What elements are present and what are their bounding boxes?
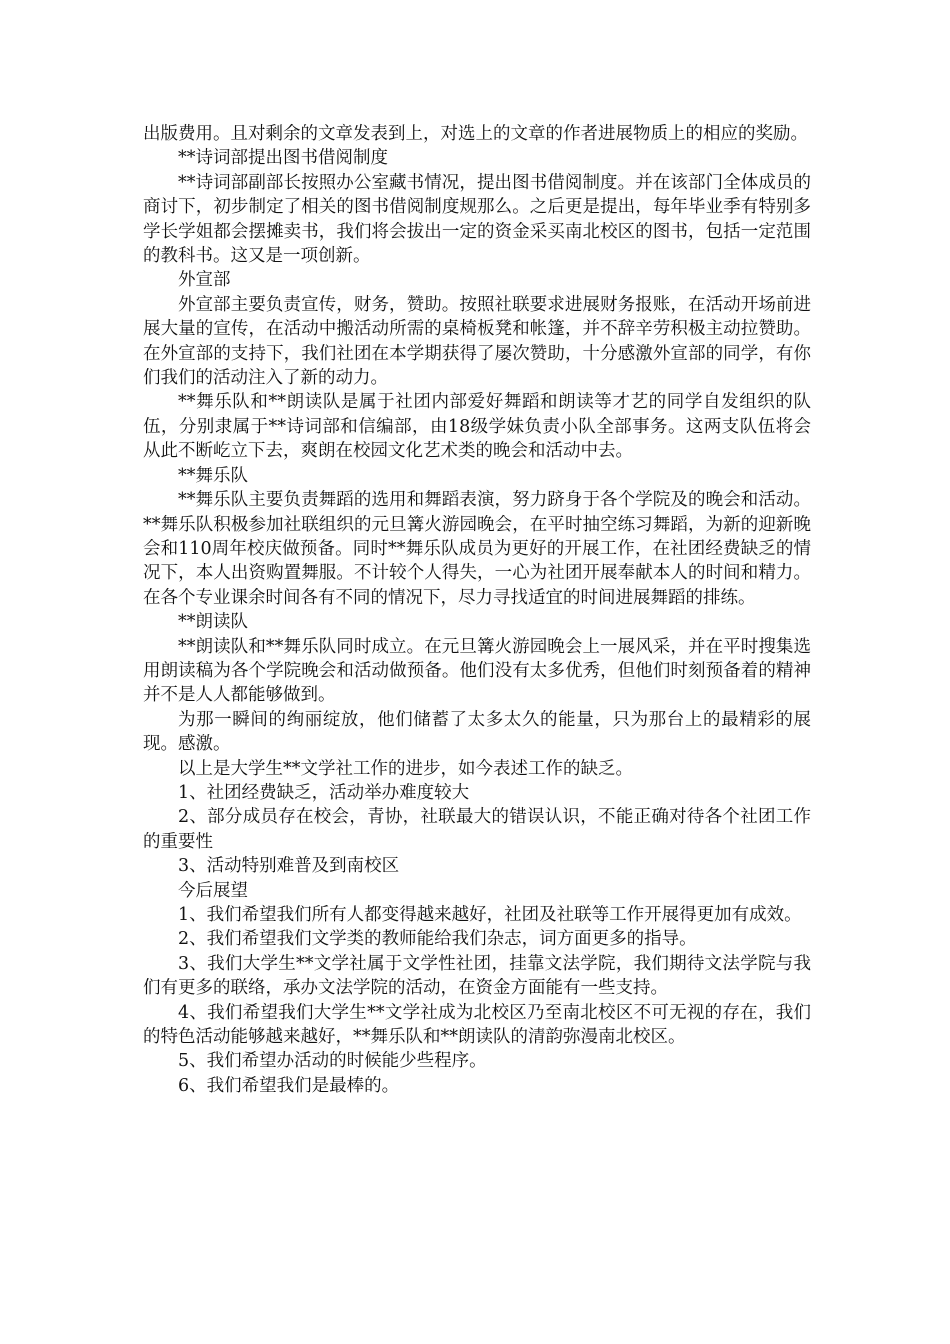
section-heading: 今后展望	[178, 880, 248, 901]
list-item: 1、社团经费缺乏，活动举办难度较大	[178, 782, 470, 803]
paragraph: **舞乐队主要负责舞蹈的选用和舞蹈表演，努力跻身于各个学院及的晚会和活动。**舞乐队积极参加社联组织的元旦篝火游园晚会，在平时抽空练习舞蹈，为新的迎新晚会和110周年校庆做预备。同时**舞乐队成员为更好的开展工作，在社团经费缺乏的情况下，本人出资购置舞服。不计较个人得失，一心为社团开展奉献本人的时间和精力。在各个专业课余时间各有不同的情况下，尽力寻找适宜的时间进展舞蹈的排练。	[143, 490, 811, 608]
paragraph: **朗读队和**舞乐队同时成立。在元旦篝火游园晚会上一展风采，并在平时搜集选用朗读稿为各个学院晚会和活动做预备。他们没有太多优秀，但他们时刻预备着的精神并不是人人都能够做到。	[143, 636, 811, 706]
list-item: 2、部分成员存在校会，青协，社联最大的错误认识，不能正确对待各个社团工作的重要性	[143, 807, 811, 852]
list-item: 1、我们希望我们所有人都变得越来越好，社团及社联等工作开展得更加有成效。	[178, 905, 802, 925]
list-item: 6、我们希望我们是最棒的。	[178, 1075, 400, 1096]
section-heading: **舞乐队	[178, 465, 248, 486]
section-heading: **朗读队	[178, 612, 248, 633]
section-heading: **诗词部提出图书借阅制度	[178, 148, 388, 169]
paragraph: 为那一瞬间的绚丽绽放，他们储蓄了太多太久的能量，只为那台上的最精彩的展现。感激。	[143, 709, 811, 755]
list-item: 5、我们希望办活动的时候能少些程序。	[178, 1051, 487, 1072]
list-item: 2、我们希望我们文学类的教师能给我们杂志，词方面更多的指导。	[178, 929, 697, 950]
paragraph: **舞乐队和**朗读队是属于社团内部爱好舞蹈和朗读等才艺的同学自发组织的队伍，分别隶属于**诗词部和信编部，由18级学妹负责小队全部事务。这两支队伍将会从此不断屹立下去，爽朗在校园文化艺术类的晚会和活动中去。	[143, 392, 811, 462]
paragraph: 出版费用。且对剩余的文章发表到上，对选上的文章的作者进展物质上的相应的奖励。	[143, 124, 808, 144]
paragraph: 外宣部主要负责宣传，财务，赞助。按照社联要求进展财务报账，在活动开场前进展大量的宣传，在活动中搬活动所需的桌椅板凳和帐篷，并不辞辛劳积极主动拉赞助。在外宣部的支持下，我们社团在本学期获得了屡次赞助，十分感激外宣部的同学，有你们我们的活动注入了新的动力。	[143, 294, 811, 389]
list-item: 3、活动特别难普及到南校区	[178, 856, 400, 877]
paragraph: **诗词部副部长按照办公室藏书情况，提出图书借阅制度。并在该部门全体成员的商讨下，初步制定了相关的图书借阅制度规那么。之后更是提出，每年毕业季有特别多学长学姐都会摆摊卖书，我们将会拔出一定的资金采买南北校区的图书，包括一定范围的教科书。这又是一项创新。	[143, 172, 811, 267]
paragraph: 以上是大学生**文学社工作的进步，如今表述工作的缺乏。	[178, 758, 633, 779]
list-item: 4、我们希望我们大学生**文学社成为北校区乃至南北校区不可无视的存在，我们的特色活动能够越来越好，**舞乐队和**朗读队的清韵弥漫南北校区。	[143, 1002, 811, 1048]
list-item: 3、我们大学生**文学社属于文学性社团，挂靠文法学院，我们期待文法学院与我们有更多的联络，承办文法学院的活动，在资金方面能有一些支持。	[143, 953, 811, 999]
section-heading: 外宣部	[178, 270, 231, 291]
document-body	[143, 122, 811, 1098]
